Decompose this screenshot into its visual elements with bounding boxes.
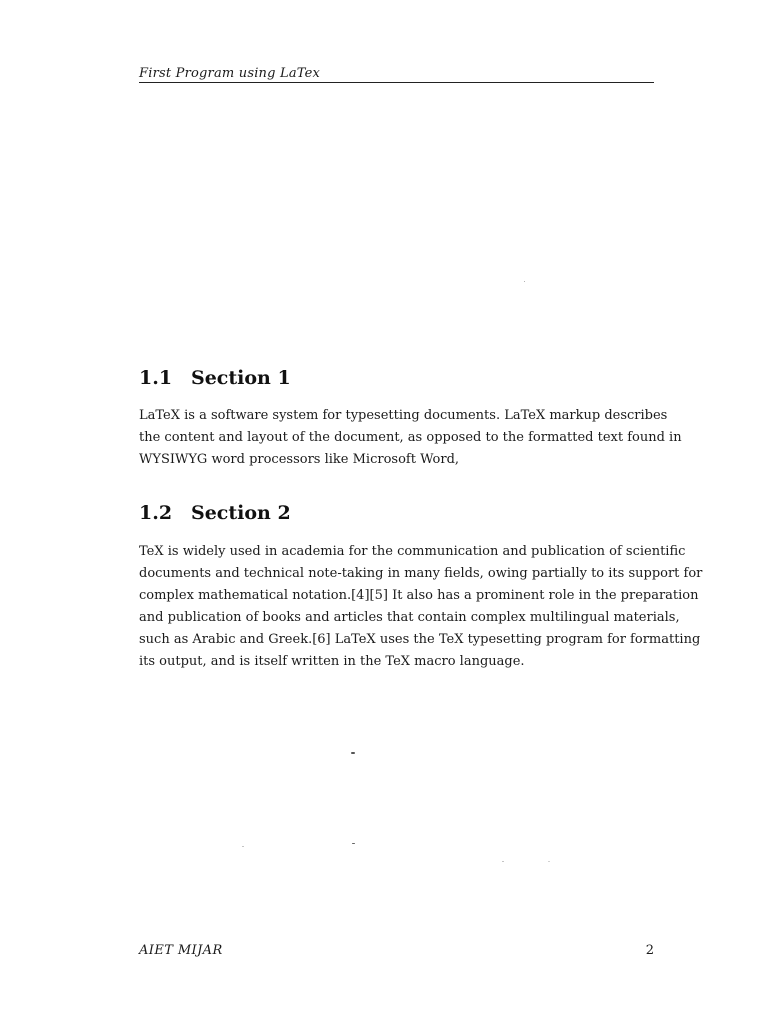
paragraph-line: complex mathematical notation.[4][5] It also has a prominent role in the preparation (139, 588, 699, 603)
page-number: 2 (645, 943, 654, 958)
paragraph-line: documents and technical note-taking in many fields, owing partially to its support for (139, 566, 703, 581)
section-heading-2 (139, 502, 291, 524)
paragraph-line: LaTeX is a software system for typesetting documents. LaTeX markup describes (139, 408, 668, 423)
section-2-paragraph (139, 541, 703, 673)
paragraph-line: and publication of books and articles that contain complex multilingual materials, (139, 610, 680, 625)
paragraph-line: WYSIWYG word processors like Microsoft Word, (139, 452, 460, 467)
scan-speck (351, 752, 355, 754)
paragraph-line: such as Arabic and Greek.[6] LaTeX uses the TeX typesetting program for formatting (139, 632, 701, 647)
paragraph-line: the content and layout of the document, as opposed to the formatted text found in (139, 430, 682, 445)
scan-speck (352, 843, 355, 844)
scan-speck (524, 281, 525, 282)
footer-institution: AIET MIJAR (139, 943, 223, 958)
running-header: First Program using LaTex (139, 66, 321, 81)
section-1-paragraph (139, 405, 682, 471)
section-number: 1.1 (139, 367, 173, 389)
paragraph-line: its output, and is itself written in the TeX macro language. (139, 654, 525, 669)
header-rule (139, 82, 654, 83)
scan-speck (502, 861, 504, 862)
section-heading-1 (139, 367, 291, 389)
scan-speck (242, 846, 244, 847)
scan-speck (548, 861, 550, 862)
section-title: Section 2 (191, 502, 291, 524)
paragraph-line: TeX is widely used in academia for the communication and publication of scientific (139, 544, 686, 559)
section-number: 1.2 (139, 502, 173, 524)
section-title: Section 1 (191, 367, 291, 389)
